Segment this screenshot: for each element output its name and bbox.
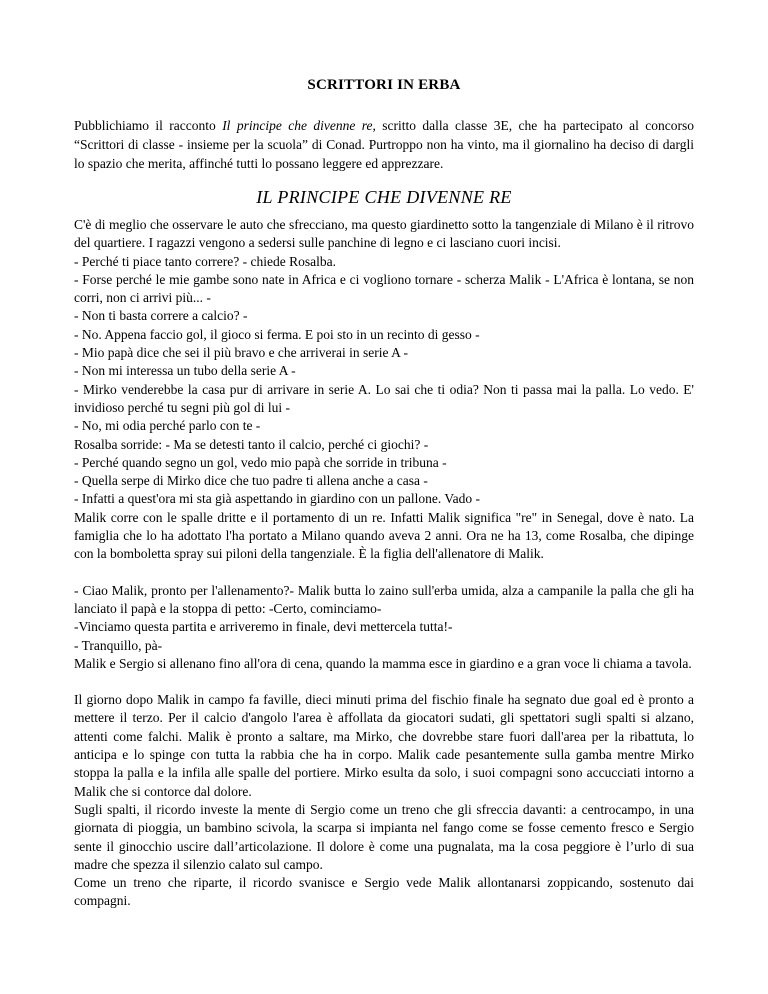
story-dialogue-line: - Perché ti piace tanto correre? - chiede Rosalba. bbox=[74, 253, 336, 269]
story-paragraph: - Ciao Malik, pronto per l'allenamento?- Malik butta lo zaino sull'erba umida, alza a campanile la palla che gli ha lanciato il papà e la stoppa di petto: -Certo, cominciamo- bbox=[74, 582, 694, 616]
story-paragraph: C'è di meglio che osservare le auto che sfrecciano, ma questo giardinetto sotto la tangenziale di Milano è il ritrovo del quartiere. I ragazzi vengono a sedersi sulle panchine di legno e ci lasciano cuori incisi. bbox=[74, 217, 694, 251]
intro-text-before: Pubblichiamo il racconto bbox=[74, 118, 223, 133]
story-paragraph: Malik corre con le spalle dritte e il portamento di un re. Infatti Malik significa "re" in Senegal, dove è nato. La famiglia che lo ha adottato l'ha portato a Milano quando aveva 2 anni. Ora ne ha 13, come Rosalba, che dipinge con la bomboletta spray sui piloni della tangenziale. È la figlia dell'allenatore di Malik. bbox=[74, 509, 694, 562]
paragraph-spacer bbox=[74, 673, 694, 691]
story-dialogue-line: - No. Appena faccio gol, il gioco si ferma. E poi sto in un recinto di gesso - bbox=[74, 326, 480, 342]
story-dialogue-line: - Mirko venderebbe la casa pur di arrivare in serie A. Lo sai che ti odia? Non ti passa mai la palla. Lo vedo. E' invidioso perché tu segni più gol di lui - bbox=[74, 381, 694, 415]
page-heading: SCRITTORI IN ERBA bbox=[307, 77, 461, 93]
story-dialogue-line: - No, mi odia perché parlo con te - bbox=[74, 418, 261, 434]
story-dialogue-line: - Tranquillo, pà- bbox=[74, 637, 163, 653]
intro-paragraph bbox=[74, 116, 694, 173]
story-paragraph: Malik e Sergio si allenano fino all'ora di cena, quando la mamma esce in giardino e a gran voce li chiama a tavola. bbox=[74, 655, 692, 671]
story-body bbox=[74, 216, 694, 911]
story-dialogue-line: - Infatti a quest'ora mi sta già aspettando in giardino con un pallone. Vado - bbox=[74, 491, 480, 507]
paragraph-spacer bbox=[74, 564, 694, 582]
story-dialogue-line: - Non ti basta correre a calcio? - bbox=[74, 308, 248, 324]
story-paragraph: Sugli spalti, il ricordo investe la mente di Sergio come un treno che gli sfreccia davanti: a centrocampo, in una giornata di pioggia, un bambino scivola, la scarpa si impianta nel fango come se fosse cemento fresco e Sergio sente il ginocchio uscire dall’articolazione. Il dolore è come una pugnalata, ma la cosa peggiore è l’urlo di sua madre che spezza il silenzio calato sul campo. bbox=[74, 801, 694, 872]
story-dialogue-line: - Mio papà dice che sei il più bravo e che arriverai in serie A - bbox=[74, 345, 408, 361]
intro-text-after: , scritto dalla classe 3E, che ha partecipato al concorso “Scrittori di classe - insieme per la scuola” di Conad. Purtroppo non ha vinto, ma il giornalino ha deciso di dargli lo spazio che merita, affinché tutti lo possano leggere ed apprezzare. bbox=[74, 118, 694, 171]
story-dialogue-line: - Forse perché le mie gambe sono nate in Africa e ci vogliono tornare - scherza Malik - L'Africa è lontana, se non corri, non ci arrivi più... - bbox=[74, 271, 694, 306]
story-dialogue-line: - Perché quando segno un gol, vedo mio papà che sorride in tribuna - bbox=[74, 454, 447, 470]
story-dialogue-line: -Vinciamo questa partita e arriveremo in finale, devi mettercela tutta!- bbox=[74, 619, 453, 635]
story-title: IL PRINCIPE CHE DIVENNE RE bbox=[256, 187, 512, 207]
story-dialogue-line: - Quella serpe di Mirko dice che tuo padre ti allena anche a casa - bbox=[74, 473, 428, 489]
story-dialogue-line: - Non mi interessa un tubo della serie A - bbox=[74, 363, 296, 379]
story-dialogue-line: Rosalba sorride: - Ma se detesti tanto il calcio, perché ci giochi? - bbox=[74, 436, 429, 452]
story-paragraph: Il giorno dopo Malik in campo fa faville, dieci minuti prima del fischio finale ha segnato due goal ed è pronto a mettere il terzo. Per il calcio d'angolo l'area è affollata da giocatori sudati, gli spettatori sugli spalti si alzano, attenti come falchi. Malik è pronto a saltare, ma Mirko, che dovrebbe stare fuori dall'area per la ribattuta, lo anticipa e lo spinge con tutta la rabbia che ha in corpo. Malik cade pesantemente sulla gamba mentre Mirko stoppa la palla e la infila alle spalle del portiere. Mirko esulta da solo, i suoi compagni sono accucciati intorno a Malik che si contorce dal dolore. bbox=[74, 692, 694, 799]
intro-story-title: Il principe che divenne re bbox=[222, 118, 373, 133]
story-paragraph: Come un treno che riparte, il ricordo svanisce e Sergio vede Malik allontanarsi zoppicando, sostenuto dai compagni. bbox=[74, 875, 694, 909]
